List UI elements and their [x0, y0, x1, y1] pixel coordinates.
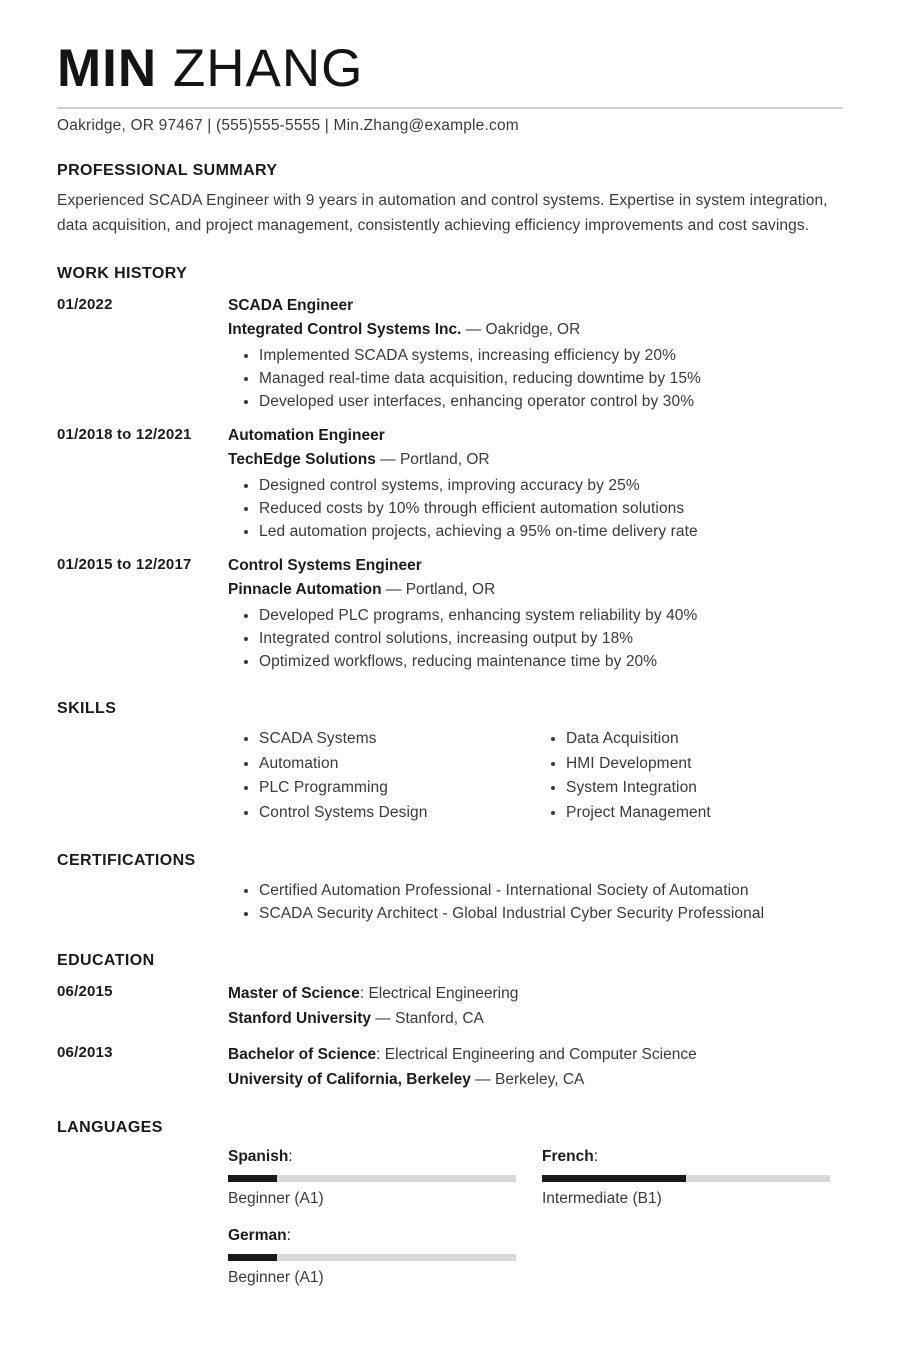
education-details	[228, 981, 843, 1031]
education-details	[228, 1042, 843, 1092]
job-bullet-list	[228, 604, 843, 673]
section-heading-work-history: WORK HISTORY	[57, 265, 188, 282]
section-heading-professional-summary: PROFESSIONAL SUMMARY	[57, 162, 278, 179]
colon-separator: :	[359, 985, 365, 1002]
section-work-history	[57, 265, 843, 673]
section-heading-certifications: CERTIFICATIONS	[57, 852, 196, 869]
colon-separator: :	[286, 1227, 291, 1244]
job-title: SCADA Engineer	[228, 297, 354, 314]
job-title: Control Systems Engineer	[228, 557, 422, 574]
dash-separator: —	[465, 321, 482, 338]
language-proficiency-fill	[228, 1254, 277, 1261]
first-name: MIN	[57, 39, 158, 98]
job-date: 01/2015 to 12/2017	[57, 556, 192, 573]
job-entry	[57, 554, 843, 673]
job-bullet: • Led automation projects, achieving a 95% on-time delivery rate	[259, 520, 843, 543]
candidate-name	[57, 39, 843, 98]
language-level: Intermediate (B1)	[542, 1190, 662, 1207]
dash-separator: —	[475, 1071, 491, 1088]
job-details	[228, 294, 843, 413]
language-item	[542, 1147, 830, 1209]
contact-line: Oakridge, OR 97467 | (555)555-5555 | Min.Zhang@example.com	[57, 117, 519, 134]
language-proficiency-bar	[228, 1175, 516, 1182]
dash-separator: —	[380, 451, 396, 468]
section-education	[57, 952, 843, 1092]
job-bullet: • Optimized workflows, reducing maintenance time by 20%	[259, 650, 843, 673]
job-entry	[57, 424, 843, 543]
skill-item: • HMI Development	[566, 752, 843, 777]
skills-columns	[228, 727, 843, 825]
language-name: German	[228, 1227, 287, 1244]
job-bullet: • Managed real-time data acquisition, reducing downtime by 15%	[259, 367, 843, 390]
job-date: 01/2022	[57, 296, 113, 313]
colon-separator: :	[376, 1046, 381, 1063]
certifications-content	[228, 879, 843, 925]
job-title: Automation Engineer	[228, 427, 385, 444]
skill-item: • System Integration	[566, 776, 843, 801]
section-languages	[57, 1119, 843, 1288]
summary-paragraph: Experienced SCADA Engineer with 9 years in automation and control systems. Expertise in system integration, data acquisition, and project management, consistently achieving efficiency improvements and cost savings.	[57, 192, 828, 234]
language-proficiency-bar	[542, 1175, 830, 1182]
dash-separator: —	[375, 1010, 391, 1027]
language-name-line	[228, 1147, 516, 1167]
school-line	[228, 1067, 843, 1092]
job-bullet: • Reduced costs by 10% through efficient automation solutions	[259, 497, 843, 520]
resume-header	[57, 39, 843, 135]
job-location: Portland, OR	[399, 451, 490, 468]
school-line	[228, 1006, 843, 1031]
skill-item: • Automation	[259, 752, 535, 777]
skill-item: • SCADA Systems	[259, 727, 535, 752]
language-level: Beginner (A1)	[228, 1190, 324, 1207]
colon-separator: :	[288, 1148, 293, 1165]
job-details	[228, 424, 843, 543]
skills-content	[228, 727, 843, 825]
job-bullet-list	[228, 474, 843, 543]
language-proficiency-bar	[228, 1254, 516, 1261]
language-level: Beginner (A1)	[228, 1269, 324, 1286]
job-bullet: • Developed PLC programs, enhancing system reliability by 40%	[259, 604, 843, 627]
company-name: Integrated Control Systems Inc.	[228, 321, 462, 338]
degree-line	[228, 981, 843, 1006]
degree-name: Bachelor of Science	[228, 1046, 377, 1063]
degree-line	[228, 1042, 843, 1067]
section-heading-education: EDUCATION	[57, 952, 155, 969]
company-name: TechEdge Solutions	[228, 451, 376, 468]
school-name: Stanford University	[228, 1010, 371, 1027]
job-bullet: • Integrated control solutions, increasing output by 18%	[259, 627, 843, 650]
skills-column-2	[535, 727, 843, 825]
language-name: French	[542, 1148, 594, 1165]
language-item	[228, 1147, 516, 1209]
degree-name: Master of Science	[228, 985, 360, 1002]
degree-field: Electrical Engineering	[368, 985, 519, 1002]
job-company-line	[228, 578, 843, 602]
certification-list	[228, 879, 843, 925]
language-item	[228, 1226, 516, 1288]
education-date: 06/2015	[57, 983, 113, 1000]
section-certifications	[57, 852, 843, 925]
job-date: 01/2018 to 12/2021	[57, 426, 192, 443]
school-name: University of California, Berkeley	[228, 1071, 471, 1088]
job-location: Oakridge, OR	[485, 321, 581, 338]
certification-item: • SCADA Security Architect - Global Industrial Cyber Security Professional	[259, 902, 843, 925]
section-heading-languages: LANGUAGES	[57, 1119, 163, 1136]
skill-item: • PLC Programming	[259, 776, 535, 801]
section-professional-summary	[57, 162, 843, 238]
language-proficiency-fill	[228, 1175, 277, 1182]
section-skills	[57, 700, 843, 825]
last-name: ZHANG	[172, 39, 364, 98]
company-name: Pinnacle Automation	[228, 581, 382, 598]
job-bullet-list	[228, 344, 843, 413]
school-location: Berkeley, CA	[495, 1071, 585, 1088]
language-proficiency-fill	[542, 1175, 686, 1182]
job-bullet: • Designed control systems, improving accuracy by 25%	[259, 474, 843, 497]
job-entry	[57, 294, 843, 413]
section-heading-skills: SKILLS	[57, 700, 117, 717]
job-details	[228, 554, 843, 673]
languages-grid	[228, 1147, 843, 1288]
job-company-line	[228, 448, 843, 472]
education-date: 06/2013	[57, 1044, 113, 1061]
language-name: Spanish	[228, 1148, 289, 1165]
job-location: Portland, OR	[405, 581, 496, 598]
dash-separator: —	[385, 581, 402, 598]
certification-item: • Certified Automation Professional - International Society of Automation	[259, 879, 843, 902]
education-entry	[57, 1042, 843, 1092]
languages-content	[228, 1147, 843, 1288]
school-location: Stanford, CA	[395, 1010, 484, 1027]
skills-column-1	[228, 727, 535, 825]
colon-separator: :	[593, 1148, 598, 1165]
job-company-line	[228, 318, 843, 342]
skill-item: • Project Management	[566, 801, 843, 826]
job-bullet: • Implemented SCADA systems, increasing efficiency by 20%	[259, 344, 843, 367]
skill-item: • Control Systems Design	[259, 801, 535, 826]
header-divider	[57, 107, 843, 109]
education-entry	[57, 981, 843, 1031]
language-name-line	[542, 1147, 830, 1167]
job-bullet: • Developed user interfaces, enhancing operator control by 30%	[259, 390, 843, 413]
language-name-line	[228, 1226, 516, 1246]
degree-field: Electrical Engineering and Computer Science	[384, 1046, 697, 1063]
skill-item: • Data Acquisition	[566, 727, 843, 752]
